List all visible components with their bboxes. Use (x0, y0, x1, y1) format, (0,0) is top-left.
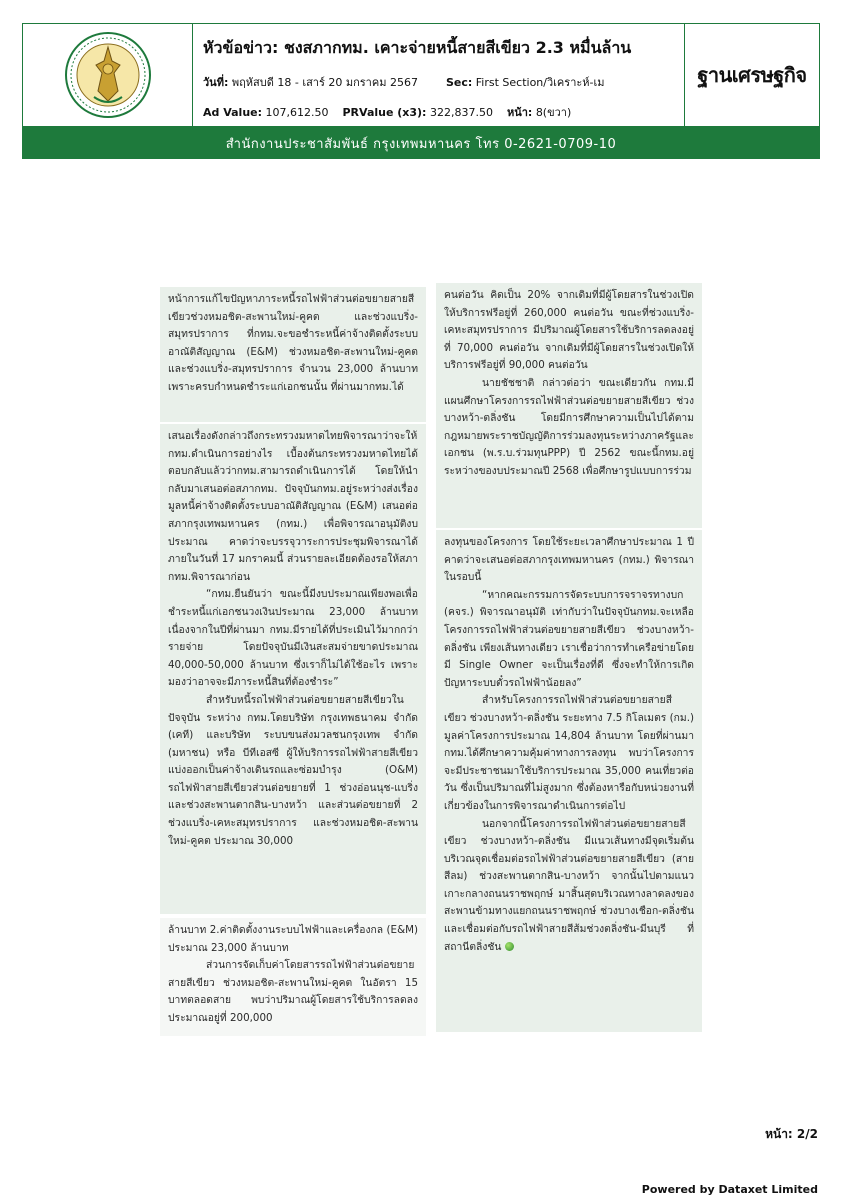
article-paragraph: ส่วนการจัดเก็บค่าโดยสารรถไฟฟ้าส่วนต่อขยายสายสีเขียว ช่วงหมอชิต-สะพานใหม่-คูคต ในอัตรา 15 บาทตลอดสาย พบว่าปริมาณผู้โดยสารใช้บริการลดลงประมาณอยู่ที่ 200,000 (168, 959, 418, 1024)
article-paragraph: ลงทุนของโครงการ โดยใช้ระยะเวลาศึกษาประมาณ 1 ปี คาดว่าจะเสนอต่อสภากรุงเทพมหานคร (กทม.) พิจารณาในรอบนี้ (444, 536, 694, 584)
date-row (203, 73, 674, 91)
ad-value: 107,612.50 (265, 106, 329, 119)
article-paragraph: สำหรับหนี้รถไฟฟ้าส่วนต่อขยายสายสีเขียวในปัจจุบัน ระหว่าง กทม.โดยบริษัท กรุงเทพธนาคม จำกัด (เคที) และบริษัท ระบบขนส่งมวลชนกรุงเทพ จำกัด (มหาชน) หรือ บีทีเอสซี ผู้ให้บริการรถไฟฟ้าสายสีเขียว แบ่งออกเป็นค่าจ้างเดินรถและซ่อมบำรุง (O&M) รถไฟฟ้าสายสีเขียวส่วนต่อขยายที่ 1 ช่วงอ่อนนุช-แบริ่ง และช่วงสะพานตากสิน-บางหว้า และส่วนต่อขยายที่ 2 ช่วงแบริ่ง-เคหะสมุทรปราการ และช่วงหมอชิต-สะพานใหม่-คูคต ประมาณ 30,000 (168, 693, 418, 847)
clipping-header (22, 23, 820, 127)
headline-text: ชงสภากทม. เคาะจ่ายหนี้สายสีเขียว 2.3 หมื่นล้าน (283, 38, 632, 57)
pr-value-label: PRValue (x3): (342, 106, 427, 119)
clipping-info (193, 24, 685, 126)
page-number: หน้า: 2/2 (765, 1127, 818, 1141)
article-left-block-1 (160, 287, 426, 422)
headline-row (203, 36, 674, 61)
bma-seal-box (23, 24, 193, 126)
article-paragraph: สำหรับโครงการรถไฟฟ้าส่วนต่อขยายสายสีเขียว ช่วงบางหว้า-ตลิ่งชัน ระยะทาง 7.5 กิโลเมตร (กม.) มูลค่าโครงการประมาณ 14,804 ล้านบาท โดยที่ผ่านมา กทม.ได้ศึกษาความคุ้มค่าทางการลงทุน พบว่าโครงการจะมีประชาชนมาใช้บริการประมาณ 35,000 คนเที่ยวต่อวัน ซึ่งเป็นปริมาณที่ไม่สูงมาก ซึ่งต้องหารือกับหน่วยงานที่เกี่ยวข้องในการพิจารณาดำเนินการต่อไป (444, 694, 694, 812)
article-left-block-2 (160, 424, 426, 914)
article-right-block-1 (436, 283, 702, 528)
article-paragraph: ล้านบาท 2.ค่าติดตั้งงานระบบไฟฟ้าและเครื่องกล (E&M) ประมาณ 23,000 ล้านบาท (168, 924, 418, 954)
section-label: Sec: (445, 76, 473, 89)
pr-office-text: สำนักงานประชาสัมพันธ์ กรุงเทพมหานคร โทร 0-2621-0709-10 (225, 136, 617, 152)
pr-office-banner (22, 127, 820, 159)
publisher-logo: ฐานเศรษฐกิจ (697, 63, 807, 87)
article-paragraph-text: นอกจากนี้โครงการรถไฟฟ้าส่วนต่อขยายสายสีเขียว ช่วงบางหว้า-ตลิ่งชัน มีแนวเส้นทางมีจุดเริ่มต้นบริเวณจุดเชื่อมต่อรถไฟฟ้าส่วนต่อขยายสายสีเขียว (สายสีลม) ช่วงสะพานตากสิน-บางหว้า จากนั้นไปตามแนวเกาะกลางถนนราชพฤกษ์ มาสิ้นสุดบริเวณทางลาดลงของสะพานข้ามทางแยกถนนราชพฤกษ์ ช่วงบางเชือก-ตลิ่งชัน และเชื่อมต่อกับรถไฟฟ้าสายสีส้มช่วงตลิ่งชัน-มีนบุรี ที่สถานีตลิ่งชัน (444, 817, 694, 953)
article-paragraph: หน้าการแก้ไขปัญหาภาระหนี้รถไฟฟ้าส่วนต่อขยายสายสีเขียวช่วงหมอชิต-สะพานใหม่-คูคต และช่วงแบริ่ง-สมุทรปราการ ที่กทม.จะขอชำระหนี้ค่าจ้างติดตั้งระบบอาณัติสัญญาณ (E&M) ช่วงหมอชิต-สะพานใหม่-คูคต และช่วงแบริ่ง-สมุทรปราการ จำนวน 23,000 ล้านบาท เพราะครบกำหนดชำระแก่เอกชนนั้น ที่ผ่านมากทม.ได้ (168, 293, 418, 393)
date-value: พฤหัสบดี 18 - เสาร์ 20 มกราคม 2567 (231, 76, 418, 89)
article-left-block-3 (160, 918, 426, 1036)
page-label: หน้า: (506, 106, 533, 119)
article-paragraph: “หากคณะกรรมการจัดระบบการจราจรทางบก (คจร.) พิจารณาอนุมัติ เท่ากับว่าในปัจจุบันกทม.จะเหลือโครงการรถไฟฟ้าส่วนต่อขยายสายสีเขียว ช่วงบางหว้า-ตลิ่งชัน เพียงเส้นทางเดียว เราเชื่อว่าการทำเครือข่ายโดยมี Single Owner จะเป็นเรื่องที่ดี ซึ่งจะทำให้การเกิดปัญหาระบบตั๋วรถไฟฟ้าน้อยลง” (444, 588, 694, 689)
bma-seal-logo (64, 31, 152, 119)
article-paragraph (444, 816, 694, 957)
date-label: วันที่: (203, 76, 229, 89)
headline-label: หัวข้อข่าว: (203, 38, 279, 57)
section-value: First Section/วิเคราะห์-เม (475, 76, 605, 89)
powered-by-footer: Powered by Dataxet Limited (641, 1183, 818, 1196)
page-value: 8(ขวา) (535, 106, 572, 119)
end-of-article-icon (505, 942, 514, 951)
ad-value-label: Ad Value: (203, 106, 263, 119)
article-paragraph: “กทม.ยืนยันว่า ขณะนี้มีงบประมาณเพียงพอเพื่อชำระหนี้แก่เอกชนวงเงินประมาณ 23,000 ล้านบาท เนื่องจากในปีที่ผ่านมา กทม.มีรายได้ที่ประเมินไว้มากกว่ารายจ่าย โดยปัจจุบันมีเงินสะสมจ่ายขาดประมาณ 40,000-50,000 ล้านบาท ซึ่งเราก็ไม่ได้ใช้อะไร เพราะมองว่าอาจจะมีภาระหนี้สินที่ต้องชำระ” (168, 588, 418, 689)
article-paragraph: เสนอเรื่องดังกล่าวถึงกระทรวงมหาดไทยพิจารณาว่าจะให้กทม.ดำเนินการอย่างไร เบื้องต้นกระทรวงมหาดไทยได้ตอบกลับแล้วว่ากทม.สามารถดำเนินการได้ โดยให้นำกลับมาเสนอต่อสภากทม. ปัจจุบันกทม.อยู่ระหว่างส่งเรื่องมูลหนี้ค่าจ้างติดตั้งระบบอาณัติสัญญาณ (E&M) เสนอต่อสภากรุงเทพมหานคร (กทม.) เพื่อพิจารณาอนุมัติงบประมาณ คาดว่าจะบรรจุวาระการประชุมพิจารณาได้ภายในวันที่ 17 มกราคมนี้ ส่วนรายละเอียดต้องรอให้สภากทม.พิจารณาก่อน (168, 430, 418, 583)
pr-value: 322,837.50 (429, 106, 493, 119)
article-paragraph: นายชัชชาติ กล่าวต่อว่า ขณะเดียวกัน กทม.มีแผนศึกษาโครงการรถไฟฟ้าส่วนต่อขยายสายสีเขียว ช่วงบางหว้า-ตลิ่งชัน โดยมีการศึกษาความเป็นไปได้ตามกฎหมายพระราชบัญญัติการร่วมลงทุนระหว่างภาครัฐและเอกชน (พ.ร.บ.ร่วมทุนPPP) ปี 2562 ขณะนี้กทม.อยู่ระหว่างของบประมาณปี 2568 เพื่อศึกษารูปแบบการร่วม (444, 376, 694, 477)
publisher-box (685, 24, 819, 126)
article-paragraph: คนต่อวัน คิดเป็น 20% จากเดิมที่มีผู้โดยสารในช่วงเปิดให้บริการฟรีอยู่ที่ 260,000 คนต่อวัน ขณะที่ช่วงแบริ่ง-เคหะสมุทรปราการ มีปริมาณผู้โดยสารใช้บริการลดลงอยู่ที่ 70,000 คนต่อวัน จากเดิมที่มีผู้โดยสารในช่วงเปิดให้บริการฟรีอยู่ที่ 90,000 คนต่อวัน (444, 289, 694, 372)
article-right-block-2 (436, 530, 702, 1032)
value-row (203, 103, 674, 121)
